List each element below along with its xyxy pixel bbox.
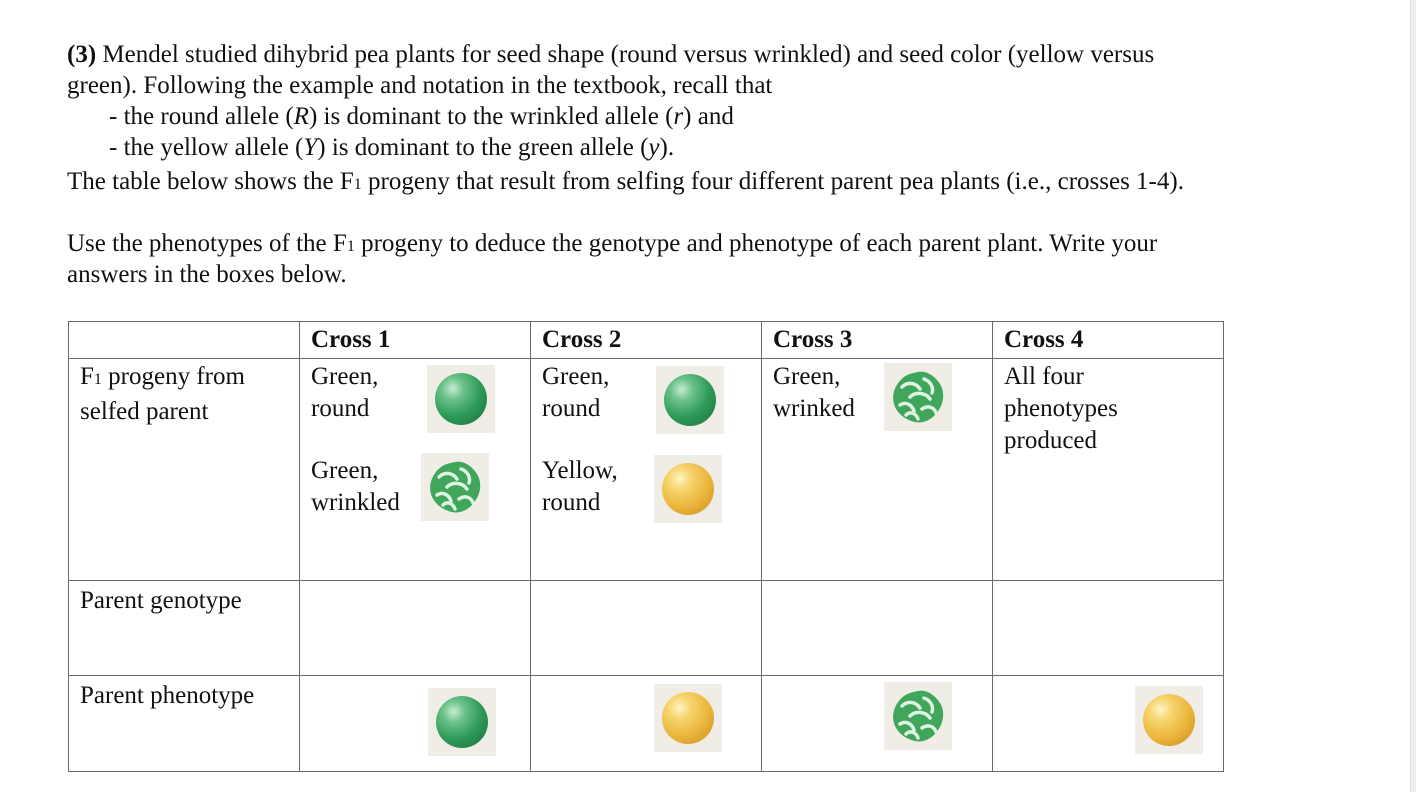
progeny-row-label: F1 progeny from selfed parent	[69, 359, 300, 581]
green-wrinkled-pea-icon	[884, 363, 952, 431]
header-cross-1: Cross 1	[300, 322, 531, 359]
progeny-cross-4	[993, 359, 1224, 581]
question-line-1	[67, 39, 1154, 70]
allele-Y: Y	[303, 134, 318, 161]
genotype-row	[69, 581, 1224, 676]
bullet-yellow-allele: - the yellow allele (Y) is dominant to the green allele (y).	[109, 134, 675, 161]
genotype-answer-cross-2[interactable]	[531, 581, 762, 676]
table-intro: The table below shows the F1 progeny that result from selfing four different parent pea plants (i.e., crosses 1-4).	[67, 168, 1184, 195]
cross1-progeny-1-text: Green, round	[311, 363, 379, 422]
bullet-round-allele: - the round allele (R) is dominant to the wrinkled allele (r) and	[109, 103, 734, 130]
green-round-pea-icon	[427, 365, 495, 433]
instruction-line-1: Use the phenotypes of the F1 progeny to deduce the genotype and phenotype of each parent plant. Write your	[67, 230, 1158, 257]
cross2-progeny-1-text: Green, round	[542, 363, 610, 422]
green-wrinkled-pea-icon	[884, 682, 952, 750]
yellow-round-pea-icon	[1135, 686, 1203, 754]
cross1-progeny-2-text: Green, wrinkled	[311, 457, 400, 516]
allele-y: y	[648, 134, 660, 161]
instruction-line-2: answers in the boxes below.	[67, 261, 347, 288]
cross3-progeny-1-text: Green, wrinked	[773, 363, 855, 422]
progeny-cross-3	[762, 359, 993, 581]
genotype-answer-cross-3[interactable]	[762, 581, 993, 676]
phenotype-answer-cross-3[interactable]	[762, 676, 993, 772]
allele-R: R	[293, 103, 309, 130]
header-cross-2: Cross 2	[531, 322, 762, 359]
yellow-round-pea-icon	[654, 684, 722, 752]
yellow-round-pea-icon	[654, 455, 722, 523]
genotype-row-label: Parent genotype	[69, 581, 300, 676]
phenotype-row	[69, 676, 1224, 772]
question-number: (3)	[67, 41, 97, 68]
question-intro-1: Mendel studied dihybrid pea plants for seed shape (round versus wrinkled) and seed color (yellow versus	[96, 41, 1155, 68]
allele-r: r	[673, 103, 684, 130]
header-row	[69, 322, 1224, 359]
phenotype-answer-cross-1[interactable]	[300, 676, 531, 772]
cross2-progeny-2-text: Yellow, round	[542, 457, 618, 516]
crosses-table	[68, 321, 1224, 772]
header-empty-cell	[69, 322, 300, 359]
cross4-progeny-text: All four phenotypes produced	[1004, 363, 1118, 454]
phenotype-answer-cross-4[interactable]	[993, 676, 1224, 772]
header-cross-4: Cross 4	[993, 322, 1224, 359]
page-right-edge	[1410, 0, 1416, 792]
green-round-pea-icon	[656, 366, 724, 434]
question-line-2: green). Following the example and notation in the textbook, recall that	[67, 72, 773, 99]
phenotype-answer-cross-2[interactable]	[531, 676, 762, 772]
green-round-pea-icon	[428, 688, 496, 756]
phenotype-row-label: Parent phenotype	[69, 676, 300, 772]
progeny-cross-1	[300, 359, 531, 581]
genotype-answer-cross-4[interactable]	[993, 581, 1224, 676]
progeny-row	[69, 359, 1224, 581]
progeny-cross-2	[531, 359, 762, 581]
genotype-answer-cross-1[interactable]	[300, 581, 531, 676]
green-wrinkled-pea-icon	[421, 453, 489, 521]
header-cross-3: Cross 3	[762, 322, 993, 359]
